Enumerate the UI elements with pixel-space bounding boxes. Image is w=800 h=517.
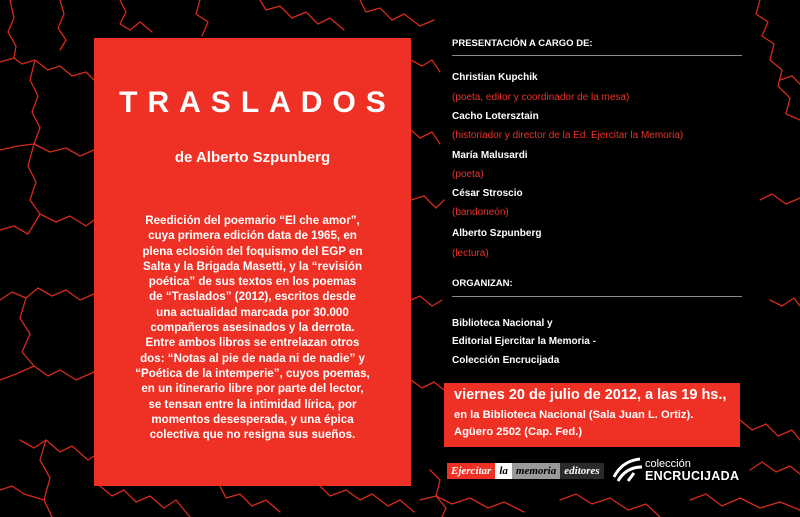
description-line: una actualidad marcada por 30.000 bbox=[156, 305, 349, 319]
description-line: poética” de sus textos en los poemas bbox=[148, 275, 357, 289]
presenter-role: (bandoneón) bbox=[452, 207, 509, 218]
divider bbox=[452, 55, 742, 56]
collection-logo bbox=[612, 455, 762, 485]
description-line: de “Traslados” (2012), escritos desde bbox=[149, 290, 356, 304]
event-address: Agüero 2502 (Cap. Fed.) bbox=[454, 426, 583, 438]
book-author: de Alberto Szpunberg bbox=[174, 149, 331, 166]
description-line: plena eclosión del foquismo del EGP en bbox=[142, 244, 363, 258]
description-line: Salta y la Brigada Masetti, y la “revisión bbox=[142, 259, 363, 273]
collection-logo-small: colección bbox=[645, 458, 691, 470]
presenter-role: (poeta) bbox=[452, 169, 484, 180]
book-title: TRASLADOS bbox=[119, 86, 396, 119]
description-line: Entre ambos libros se entrelazan otros bbox=[145, 336, 360, 350]
presenter-name: César Stroscio bbox=[452, 188, 523, 199]
description-line: se tensan entre la intimidad lírica, por bbox=[148, 397, 357, 411]
event-date: viernes 20 de julio de 2012, a las 19 hs., bbox=[454, 387, 727, 403]
presenter-name: Christian Kupchik bbox=[452, 72, 538, 83]
book-description bbox=[116, 213, 389, 442]
presenter-role: (historiador y director de la Ed. Ejercitar la Memoria) bbox=[452, 130, 684, 141]
event-date-box bbox=[444, 383, 740, 447]
presentation-heading: PRESENTACIÓN A CARGO DE: bbox=[452, 38, 593, 49]
presenter-role: (lectura) bbox=[452, 248, 489, 259]
book-info-panel bbox=[94, 38, 411, 486]
description-line: momentos desesperada, y una épica bbox=[151, 412, 354, 426]
description-line: “Poética de la intemperie”, cuyos poemas, bbox=[135, 366, 370, 380]
event-venue: en la Biblioteca Nacional (Sala Juan L. Ortiz). bbox=[454, 409, 694, 421]
publisher-logo-part: Ejercitar bbox=[447, 463, 495, 479]
presenter-name: María Malusardi bbox=[452, 150, 528, 161]
description-line: compañeros asesinados y la derrota. bbox=[150, 321, 355, 335]
publisher-logo-part: memoria bbox=[512, 463, 560, 479]
publisher-logo-part: editores bbox=[560, 463, 603, 479]
presenter-role: (poeta, editor y coordinador de la mesa) bbox=[452, 92, 630, 103]
description-line: dos: “Notas al pie de nada ni de nadie” y bbox=[140, 351, 365, 365]
description-line: en un itinerario libre por parte del lector, bbox=[141, 382, 364, 396]
organizer-line: Biblioteca Nacional y bbox=[452, 318, 553, 329]
crossroads-icon bbox=[612, 455, 644, 483]
presenter-name: Cacho Lotersztain bbox=[452, 111, 539, 122]
organizer-line: Editorial Ejercitar la Memoria - bbox=[452, 336, 596, 347]
collection-logo-name: ENCRUCIJADA bbox=[645, 469, 740, 483]
publisher-logo bbox=[447, 463, 604, 479]
description-line: cuya primera edición data de 1965, en bbox=[148, 229, 357, 243]
presenter-name: Alberto Szpunberg bbox=[452, 228, 542, 239]
description-line: colectiva que no resigna sus sueños. bbox=[149, 428, 356, 442]
organizer-line: Colección Encrucijada bbox=[452, 355, 560, 366]
description-line: Reedición del poemario “El che amor”, bbox=[145, 214, 360, 227]
publisher-logo-part: la bbox=[495, 463, 512, 479]
organizers-heading: ORGANIZAN: bbox=[452, 278, 513, 289]
divider bbox=[452, 296, 742, 297]
